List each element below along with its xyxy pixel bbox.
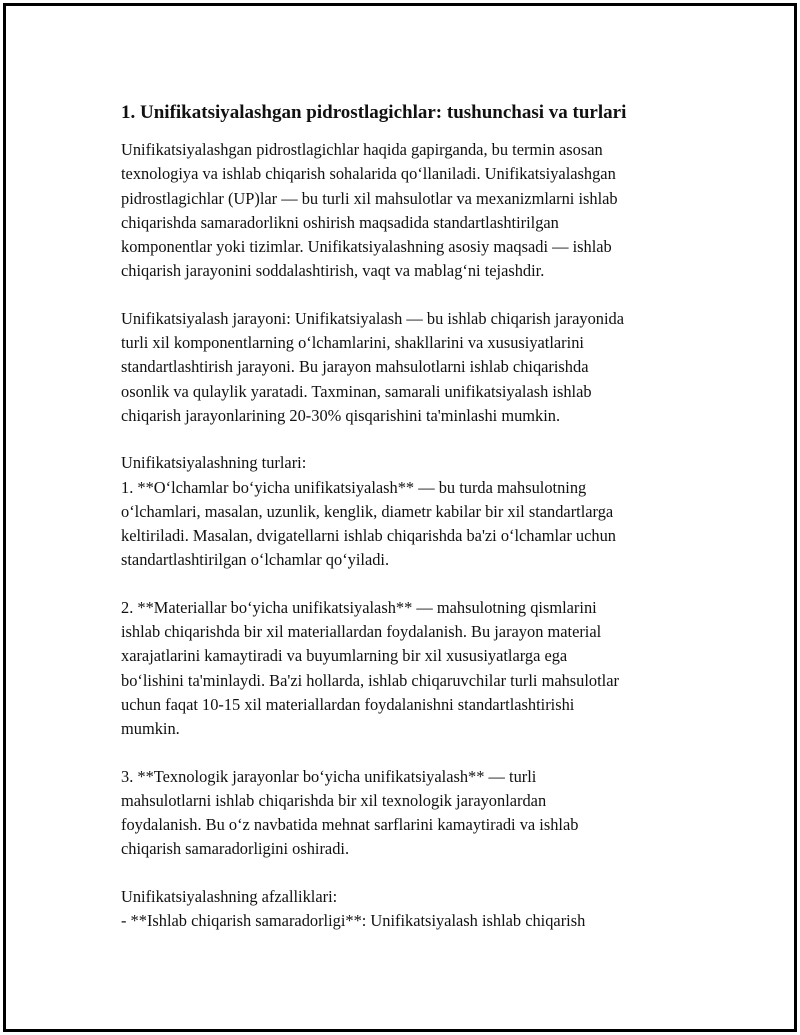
document-title: 1. Unifikatsiyalashgan pidrostlagichlar: tushunchasi va turlari — [121, 102, 627, 123]
paragraph-types-materials: 2. **Materiallar bo‘yicha unifikatsiyalash** — mahsulotning qismlarini ishlab chiqarishda bir xil materiallardan foydalanish. Bu jarayon material xarajatlarini kamaytiradi va buyumlarning bir xil xususiyatlarga ega bo‘lishini ta'minlaydi. Ba'zi hollarda, ishlab chiqaruvchilar turli mahsulotlar uchun faqat 10-15 xil materiallardan foydalanishni standartlashtirishi mumkin. — [121, 597, 619, 739]
paragraph-types-dimensions: Unifikatsiyalashning turlari: 1. **O‘lchamlar bo‘yicha unifikatsiyalash** — bu turda mahsulotning o‘lchamlari, masalan, uzunlik, kenglik, diametr kabilar bir xil standartlarga keltiriladi. Masalan, dvigatellarni ishlab chiqarishda ba'zi o‘lchamlar uchun standartlashtirilgan o‘lchamlar qo‘yiladi. — [121, 453, 616, 570]
paragraph-advantages: Unifikatsiyalashning afzalliklari: - **Ishlab chiqarish samaradorligi**: Unifikatsiyalash ishlab chiqarish — [121, 886, 586, 931]
paragraph-intro: Unifikatsiyalashgan pidrostlagichlar haqida gapirganda, bu termin asosan texnologiya va ishlab chiqarish sohalarida qo‘llaniladi. Unifikatsiyalashgan pidrostlagichlar (UP)lar — bu turli xil mahsulotlar va mexanizmlarni ishlab chiqarishda samaradorlikni oshirish maqsadida standartlashtirilgan komponentlar yoki tizimlar. Unifikatsiyalashning asosiy maqsadi — ishlab chiqarish jarayonini soddalashtirish, vaqt va mablag‘ni tejashdir. — [121, 140, 618, 281]
paragraph-process: Unifikatsiyalash jarayoni: Unifikatsiyalash — bu ishlab chiqarish jarayonida turli xil komponentlarning o‘lchamlarini, shakllarini va xususiyatlarini standartlashtirish jarayoni. Bu jarayon mahsulotlarni ishlab chiqarishda osonlik va qulaylik yaratadi. Taxminan, samarali unifikatsiyalash ishlab chiqarish jarayonlarining 20-30% qisqarishini ta'minlashi mumkin. — [121, 308, 624, 425]
document-body — [121, 100, 721, 956]
paragraph-types-technological: 3. **Texnologik jarayonlar bo‘yicha unifikatsiyalash** — turli mahsulotlarni ishlab chiqarishda bir xil texnologik jarayonlardan foydalanish. Bu o‘z navbatida mehnat sarflarini kamaytiradi va ishlab chiqarish samaradorligini oshiradi. — [121, 766, 579, 859]
page-frame — [3, 3, 797, 1032]
